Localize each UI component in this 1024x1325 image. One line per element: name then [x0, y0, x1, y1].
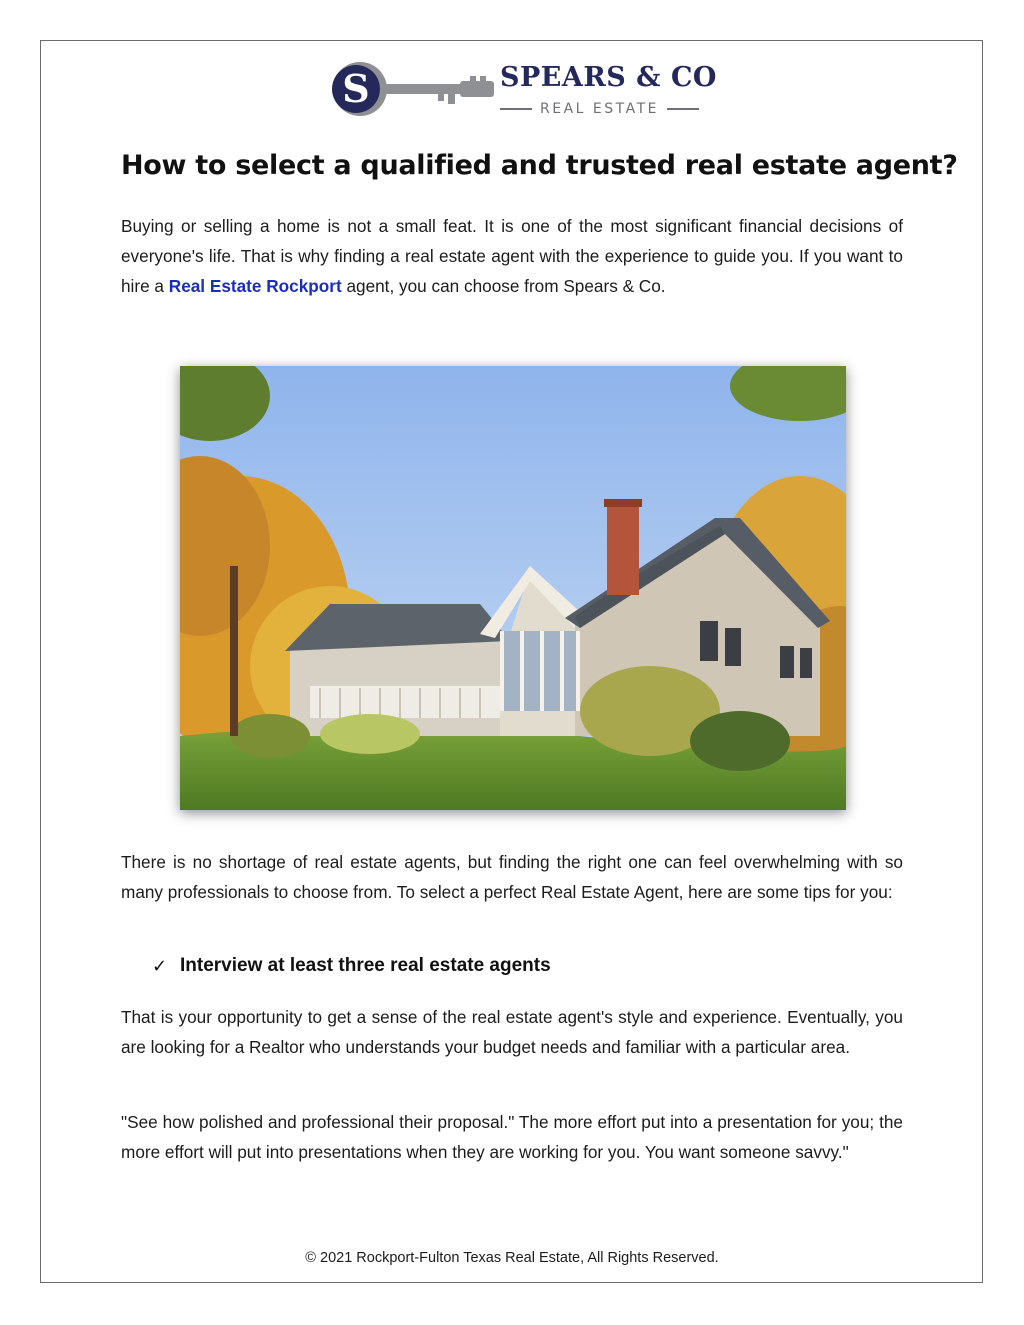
- footer-copyright: © 2021 Rockport-Fulton Texas Real Estate, All Rights Reserved.: [305, 1250, 719, 1266]
- intro-paragraph: [121, 211, 903, 301]
- subtitle-rule-left: [500, 108, 532, 110]
- subtitle-rule-right: [667, 108, 699, 110]
- brand-subtitle: [500, 98, 700, 120]
- svg-text:S: S: [342, 66, 370, 111]
- brand-subtitle-text: REAL ESTATE: [540, 101, 659, 117]
- paragraph-opportunity: That is your opportunity to get a sense of the real estate agent's style and experience. Eventually, you are looking for a Realtor who understands your budget needs and familiar with a particular area.: [121, 1007, 903, 1057]
- article-title: How to select a qualified and trusted real estate agent?: [121, 150, 958, 181]
- paragraph-agents-shortage: There is no shortage of real estate agents, but finding the right one can feel overwhelming with so many professionals to choose from. To select a perfect Real Estate Agent, here are some tips for you:: [121, 852, 903, 902]
- real-estate-rockport-link[interactable]: Real Estate Rockport: [168, 276, 342, 296]
- key-logo-icon: [320, 58, 498, 122]
- checkmark-icon: ✓: [152, 955, 168, 976]
- company-logo[interactable]: [320, 58, 717, 122]
- intro-text-before: Buying or selling a home is not a small feat. It is one of the most significant financial decisions of everyone's life. That is why finding a real estate agent with the experience to guide you. If you want to hire a: [121, 216, 903, 296]
- brand-name: SPEARS & CO: [500, 62, 717, 93]
- tip-heading: Interview at least three real estate agents: [180, 955, 551, 976]
- house-photo: [180, 366, 846, 810]
- intro-text-after: agent, you can choose from Spears & Co.: [341, 276, 666, 296]
- paragraph-proposal-quote: "See how polished and professional their proposal." The more effort put into a presentation for you; the more effort will put into presentations when they are working for you. You want someone savvy.": [121, 1112, 903, 1162]
- tip-item: [152, 955, 551, 977]
